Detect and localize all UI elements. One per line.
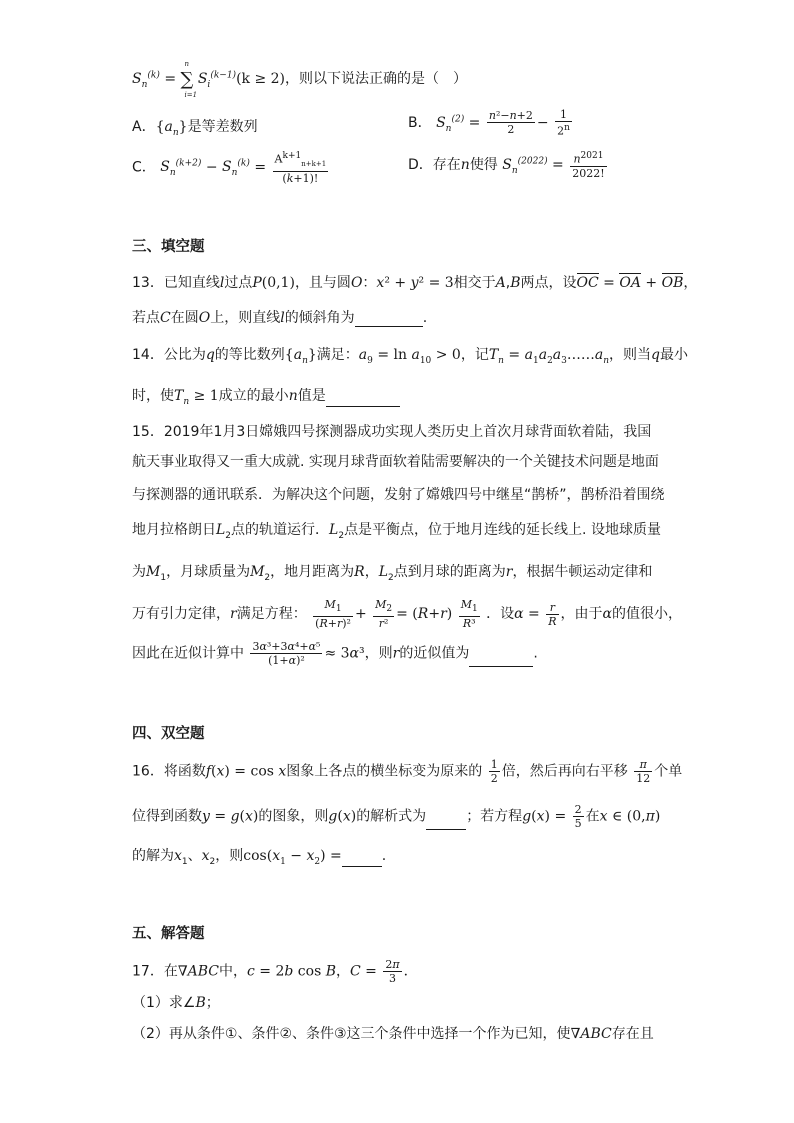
q17-part1: （1）求∠B； [132, 995, 220, 1011]
section-title-solution: 五、解答题 [132, 926, 205, 942]
section-title-double-blank: 四、双空题 [132, 726, 205, 742]
q13-answer-blank[interactable] [355, 312, 423, 327]
q16-answer-blank-2[interactable] [342, 852, 382, 867]
q14-line1: 14．公比为q的等比数列$\{a_n\}$满足：$a_9 = \ln a_{10} > 0$，记$T_n$ = $a_1a_2a_3\dots\dots a_n$，则当q最小 [132, 347, 689, 366]
q15-line1: 15．2019年1月3日嫦娥四号探测器成功实现人类历史上首次月球背面软着陆，我国 [132, 424, 652, 440]
q12-option-d: D．存在n使得 $S_n^{(2022)}$ = $\frac{n^{2021}}{2022!}$ [408, 151, 605, 180]
q12-option-c: C． $S_n^{(k+2)} - S_n^{(k)}$ = $\frac{A^{k+1}_{n+k+1}}{(k+1)!}$ [132, 151, 327, 185]
q13-line1: 13．已知直线l过点P(0,1)，且与圆O：x² + y² = 3相交于A,B两点，设OC = OA + OB， [132, 275, 698, 291]
q17-part2: （2）再从条件①、条件②、条件③这三个条件中选择一个作为已知，使∇ABC存在且 [132, 1026, 654, 1042]
q16-line2: 位得到函数y = g(x)的图象，则g(x)的解析式为 ；若方程g(x) = $\frac{2}{5}$ 在x ∈ (0,π) [132, 803, 661, 830]
q14-line2: 时，使$T_n \ge 1$成立的最小n值是 [132, 385, 400, 407]
q13-line2: 若点C在圆O上，则直线l的倾斜角为 . [132, 310, 428, 326]
q15-line4: 地月拉格朗日$L_2$点的轨道运行．$L_2$点是平衡点，位于地月连线的延长线上. 设地球质量 [132, 522, 661, 541]
q16-line3: 的解为$x_1$、$x_2$，则$\cos(x_1 - x_2)$ = . [132, 848, 387, 867]
q12-option-a: A．$\{a_n\}$是等差数列 [132, 119, 258, 138]
q15-line5: 为$M_1$，月球质量为$M_2$，地月距离为R，$L_2$点到月球的距离为r，根据牛顿运动定律和 [132, 564, 653, 583]
q15-line2: 航天事业取得又一重大成就. 实现月球背面软着陆需要解决的一个关键技术问题是地面 [132, 454, 659, 470]
section-title-fill-blank: 三、填空题 [132, 239, 205, 255]
sum-symbol-icon: ∑ n i=1 [180, 59, 198, 99]
q15-line7: 因此在近似计算中 $\frac{\text{3α³+3α⁴+α⁵}}{\text{(1+α)²}}$ ≈ 3α³，则r的近似值为 . [132, 640, 538, 667]
q15-line6: 万有引力定律，r满足方程： $\frac{M_1}{\text{(R+r)²}}$ + $\frac{M_2}{\text{r²}}$ = (R+r) $\frac{M_1}{\text{R³}}$ ．设α = $\frac{r}{R}$ ，由于α的值很小， [132, 598, 683, 631]
q17-line1: 17．在∇ABC中，c = 2b cos B，C = $\frac{2\pi}{3}$ ． [132, 958, 418, 985]
q12-stem: $S_n^{(k)}$ = ∑ n i=1 $S_i^{(k-1)}(k \ge 2)$，则以下说法正确的是（ ） [132, 59, 468, 99]
q15-line3: 与探测器的通讯联系．为解决这个问题，发射了嫦娥四号中继星“鹊桥”，鹊桥沿着围绕 [132, 487, 665, 503]
q15-answer-blank[interactable] [469, 652, 533, 667]
q16-line1: 16．将函数f(x) = cos x图象上各点的横坐标变为原来的 $\frac{1}{2}$ 倍，然后再向右平移 $\frac{\pi}{12}$ 个单 [132, 758, 683, 785]
q12-option-b: B． $S_n^{(2)}$ = $\frac{\text{n²−n+2}}{2}$ − $\frac{1}{2^n}$ [408, 108, 570, 138]
q14-answer-blank[interactable] [326, 392, 400, 407]
q16-answer-blank-1[interactable] [426, 815, 466, 830]
